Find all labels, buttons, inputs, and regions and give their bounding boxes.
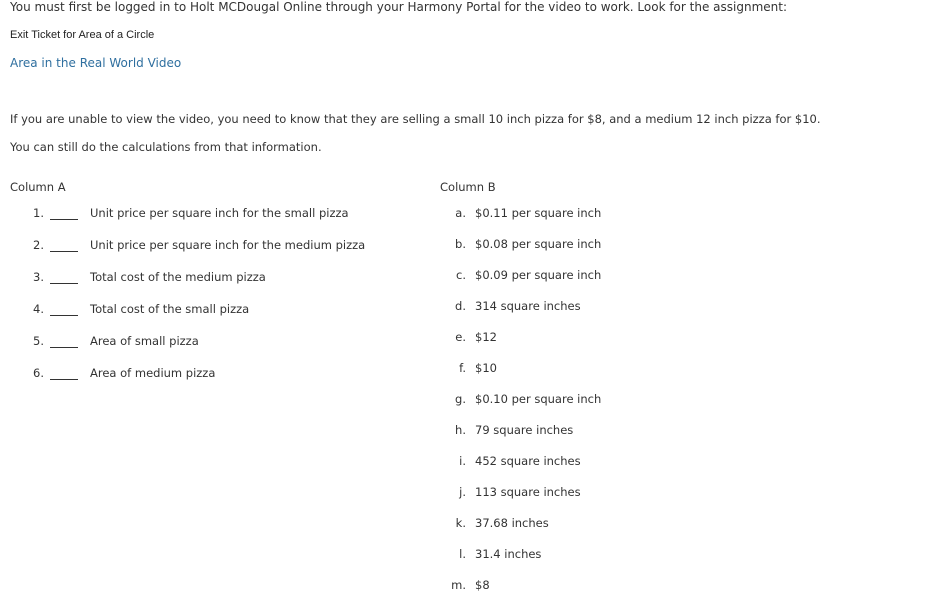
column-b-item [440,547,740,567]
item-letter: d. [455,299,466,313]
item-number: 5. [33,334,44,348]
column-b-item [440,454,740,474]
item-text: $0.09 per square inch [475,268,602,282]
item-number: 1. [33,206,44,220]
fallback-note-2: You can still do the calculations from that information. [10,140,322,154]
item-number: 3. [33,270,44,284]
column-a-item [0,366,420,390]
column-b-item [440,392,740,412]
item-letter: f. [459,361,466,375]
item-letter: e. [455,330,466,344]
column-b-item [440,330,740,350]
item-text: Area of medium pizza [90,366,216,380]
item-text: Area of small pizza [90,334,199,348]
column-b-item [440,206,740,226]
column-a-header: Column A [10,180,66,194]
item-text: 37.68 inches [475,516,549,530]
column-b-item [440,578,740,598]
item-letter: l. [459,547,466,561]
column-b-item [440,268,740,288]
column-a-item [0,238,420,262]
item-number: 4. [33,302,44,316]
column-b-item [440,361,740,381]
fallback-note: If you are unable to view the video, you need to know that they are selling a small 10 inch pizza for $8, and a medium 12 inch pizza for $10. [10,112,821,126]
item-letter: h. [455,423,466,437]
answer-blank[interactable] [50,379,78,380]
answer-blank[interactable] [50,315,78,316]
item-number: 2. [33,238,44,252]
item-letter: m. [451,578,466,592]
item-letter: a. [455,206,466,220]
answer-blank[interactable] [50,251,78,252]
item-letter: b. [455,237,466,251]
column-b-header: Column B [440,180,496,194]
item-text: 113 square inches [475,485,581,499]
answer-blank[interactable] [50,219,78,220]
item-text: 79 square inches [475,423,574,437]
item-letter: k. [455,516,466,530]
column-a-item [0,334,420,358]
item-text: $8 [475,578,490,592]
column-a-item [0,302,420,326]
item-text: Total cost of the medium pizza [90,270,266,284]
answer-blank[interactable] [50,347,78,348]
item-text: Unit price per square inch for the small pizza [90,206,349,220]
item-text: $0.11 per square inch [475,206,602,220]
column-a-item [0,270,420,294]
item-letter: i. [459,454,466,468]
column-b-item [440,423,740,443]
item-text: 314 square inches [475,299,581,313]
item-text: $10 [475,361,497,375]
item-letter: j. [459,485,466,499]
column-a-item [0,206,420,230]
item-text: $12 [475,330,497,344]
answer-blank[interactable] [50,283,78,284]
column-b-item [440,516,740,536]
item-letter: g. [455,392,466,406]
item-text: Total cost of the small pizza [90,302,250,316]
assignment-title: Exit Ticket for Area of a Circle [10,29,155,41]
column-b-item [440,237,740,257]
column-b-item [440,485,740,505]
column-b-item [440,299,740,319]
intro-text: You must first be logged in to Holt MCDougal Online through your Harmony Portal for the video to work. Look for the assignment: [10,0,787,14]
item-letter: c. [456,268,466,282]
item-text: $0.10 per square inch [475,392,602,406]
item-number: 6. [33,366,44,380]
item-text: 452 square inches [475,454,581,468]
item-text: 31.4 inches [475,547,542,561]
video-link[interactable]: Area in the Real World Video [10,56,182,70]
item-text: $0.08 per square inch [475,237,602,251]
item-text: Unit price per square inch for the medium pizza [90,238,366,252]
